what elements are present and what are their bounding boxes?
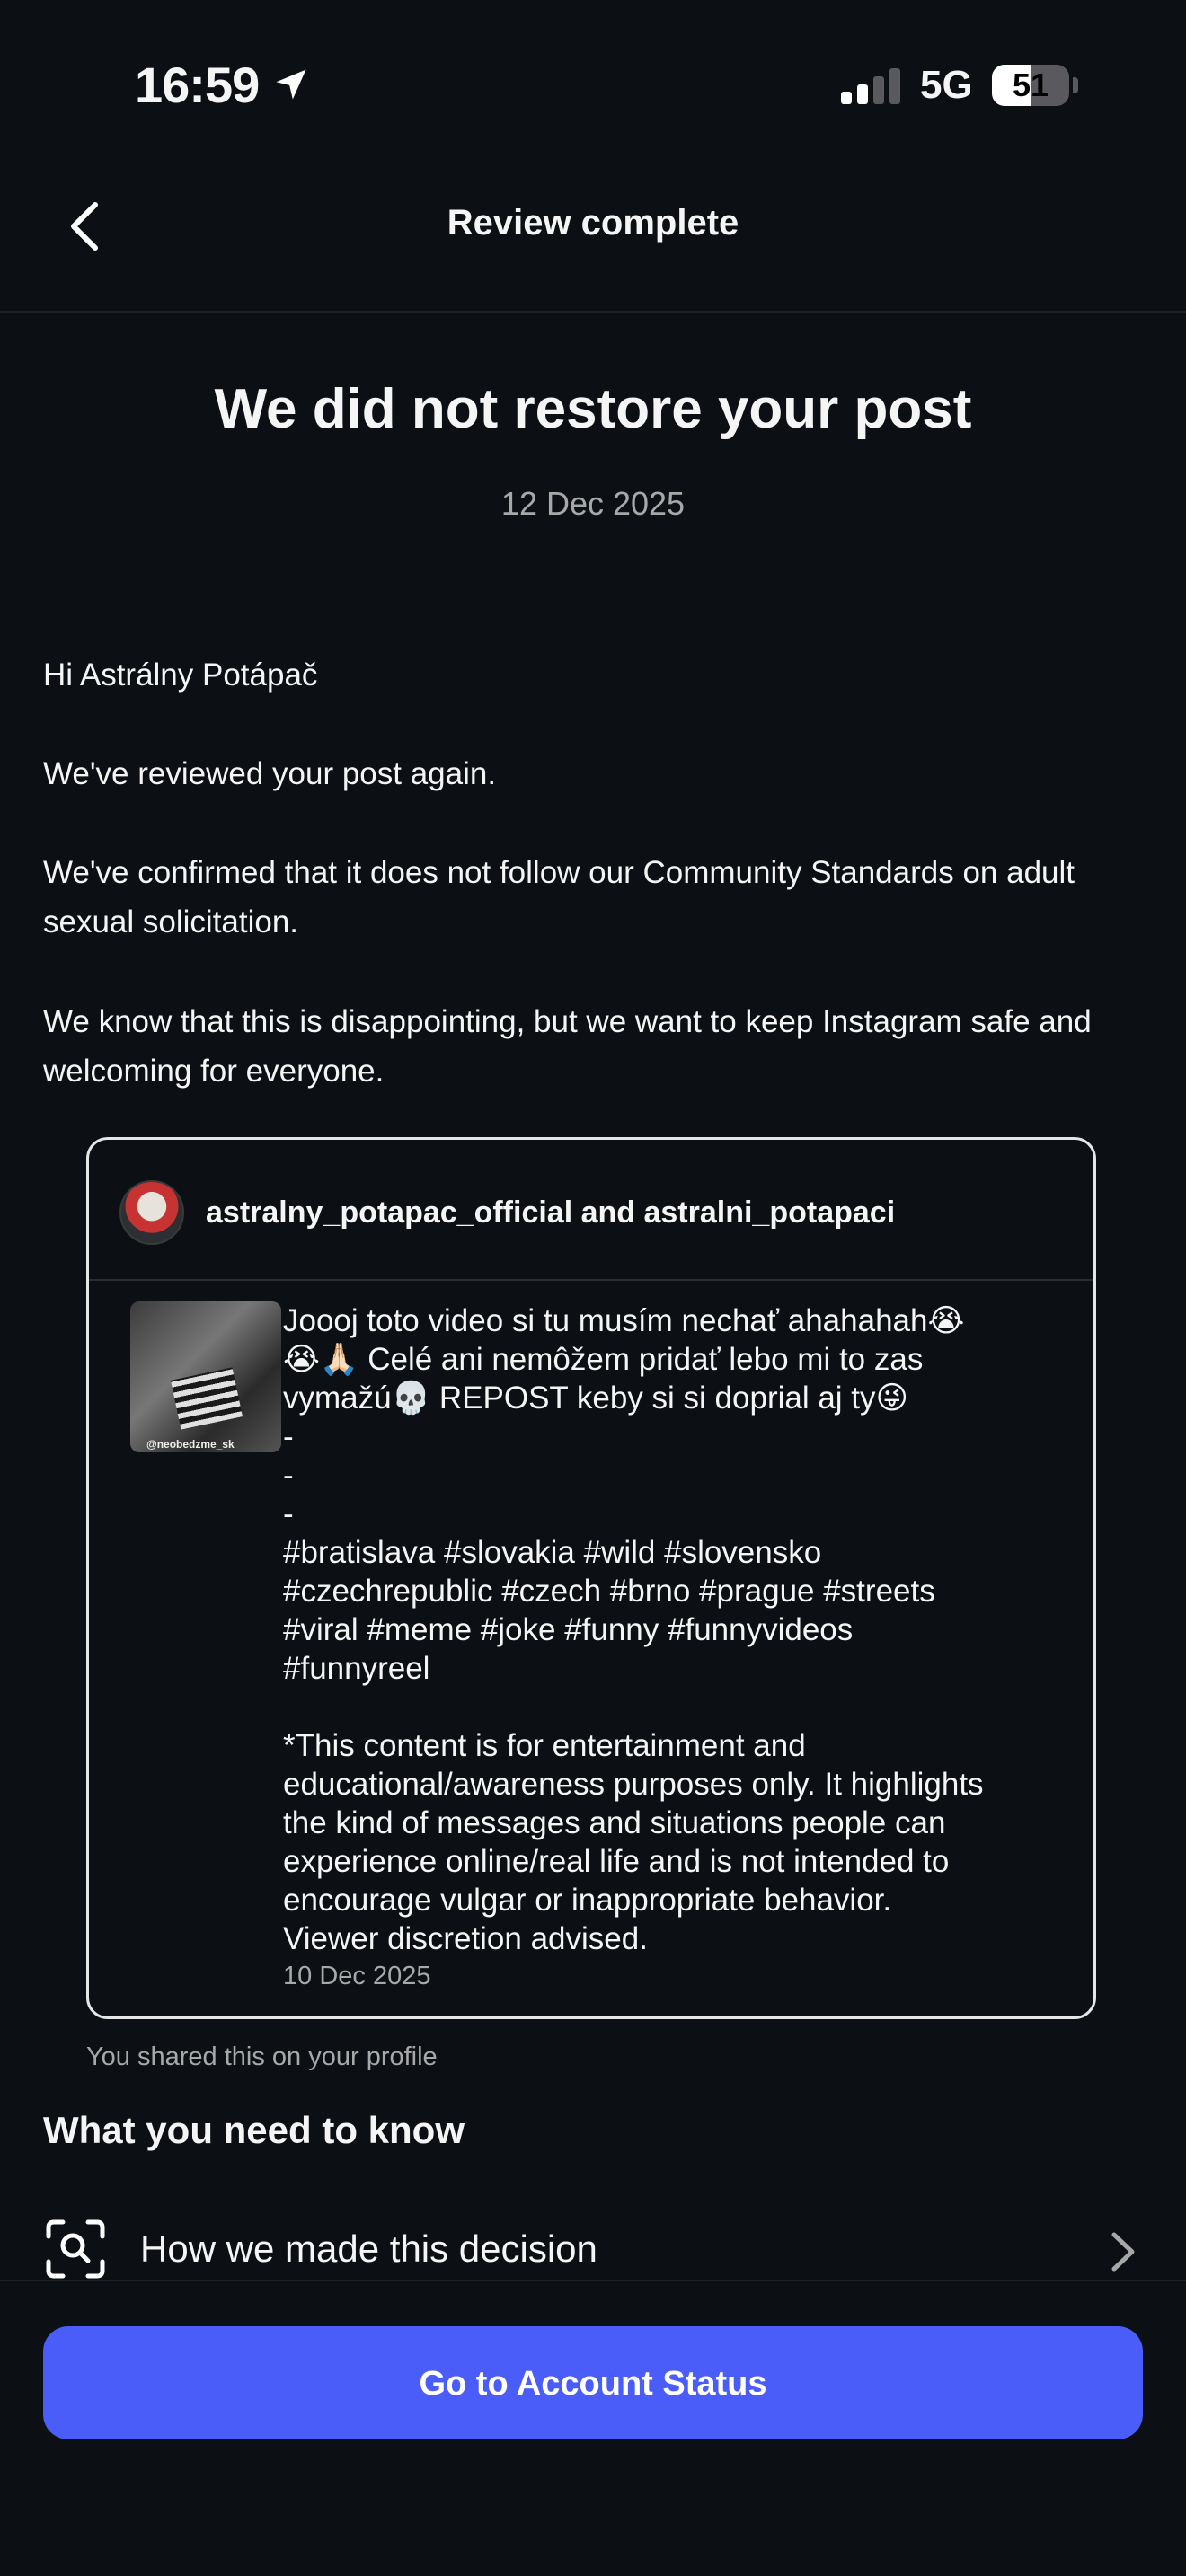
status-bar	[0, 0, 1186, 171]
clock-time: 16:59	[135, 57, 260, 113]
caption-line: #funnyreel	[283, 1651, 430, 1686]
caption-line: 😭🙏🏻 Celé ani nemôžem pridať lebo mi to zas	[283, 1342, 924, 1377]
thumbnail-text: @neobedzme_sk	[146, 1438, 235, 1451]
review-date: 12 Dec 2025	[500, 485, 686, 522]
magnify-scan-icon	[43, 2217, 108, 2281]
caption-line: *This content is for entertainment and	[283, 1728, 806, 1763]
caption-line: -	[283, 1496, 294, 1531]
network-type: 5G	[920, 63, 973, 107]
review-text: We've reviewed your post again.	[43, 756, 497, 791]
caption-line: #bratislava #slovakia #wild #slovensko	[283, 1535, 822, 1570]
thumbnail-detail	[171, 1367, 243, 1429]
page-title: Review complete	[447, 203, 739, 243]
post-caption	[283, 1301, 1074, 1958]
battery-level: 51	[1012, 66, 1049, 103]
cellular-signal-icon	[841, 68, 900, 104]
post-thumbnail[interactable]	[130, 1301, 281, 1452]
battery-icon	[992, 65, 1069, 106]
caption-line	[283, 1688, 1074, 1726]
standards-text: We've confirmed that it does not follow our Community Standards on adult sexual solicitation.	[43, 855, 1075, 940]
chevron-right-icon	[1107, 2229, 1137, 2274]
disappointment-text: We know that this is disappointing, but we want to keep Instagram safe and welcoming for everyone.	[43, 1004, 1092, 1089]
caption-line: vymažú💀 REPOST keby si si doprial aj ty😜	[283, 1381, 909, 1416]
caption-line: #czechrepublic #czech #brno #prague #streets	[283, 1574, 935, 1609]
caption-line: Joooj toto video si tu musím nechať ahahahah😭	[283, 1303, 965, 1338]
caption-line: experience online/real life and is not intended to	[283, 1844, 950, 1879]
headline: We did not restore your post	[214, 378, 972, 440]
card-divider	[89, 1279, 1093, 1281]
battery-cap	[1073, 77, 1078, 93]
post-usernames: astralny_potapac_official and astralni_potapaci	[206, 1195, 896, 1230]
header-divider	[0, 311, 1186, 313]
go-to-account-status-button[interactable]: Go to Account Status	[43, 2326, 1143, 2439]
caption-line: the kind of messages and situations people can	[283, 1805, 946, 1840]
section-title: What you need to know	[43, 2109, 465, 2151]
post-card[interactable]	[86, 1137, 1096, 2019]
caption-line: -	[283, 1419, 294, 1454]
how-we-decided-label: How we made this decision	[140, 2228, 597, 2270]
caption-line: #viral #meme #joke #funny #funnyvideos	[283, 1612, 854, 1647]
shared-note: You shared this on your profile	[86, 2042, 438, 2071]
location-arrow-icon	[271, 65, 311, 104]
caption-line: educational/awareness purposes only. It highlights	[283, 1767, 984, 1802]
greeting-text: Hi Astrálny Potápač	[43, 657, 318, 693]
caption-line: -	[283, 1458, 294, 1493]
avatar	[119, 1180, 184, 1245]
caption-line: Viewer discretion advised.	[283, 1921, 648, 1956]
caption-line: encourage vulgar or inappropriate behavior.	[283, 1883, 892, 1918]
post-date: 10 Dec 2025	[283, 1962, 431, 1990]
